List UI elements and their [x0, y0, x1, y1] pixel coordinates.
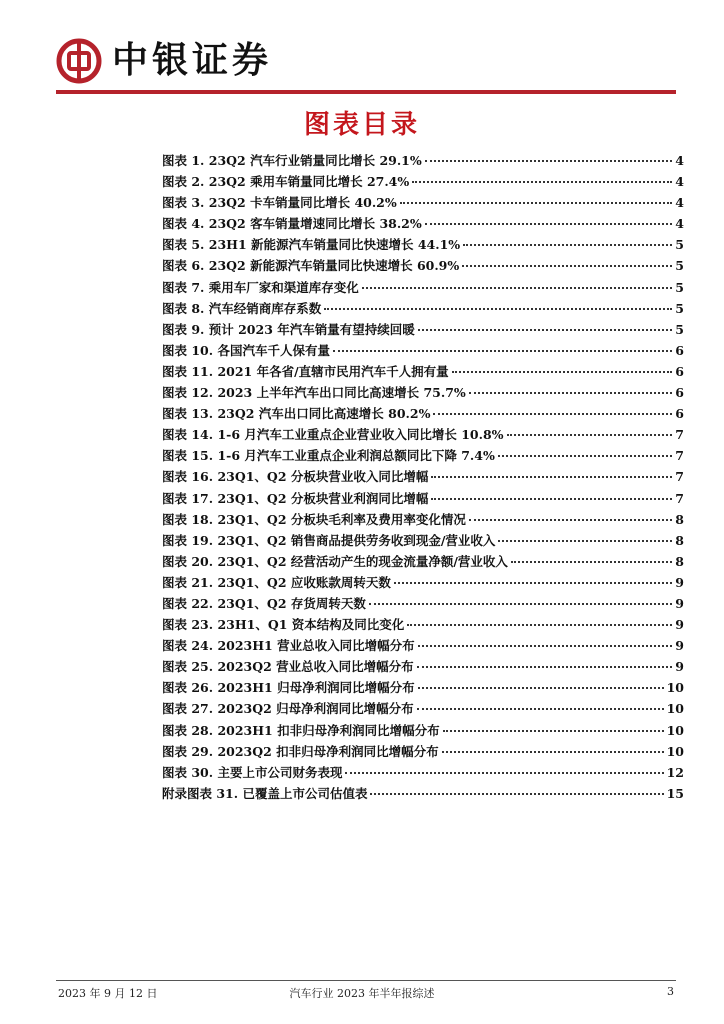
toc-entry[interactable]: [162, 446, 684, 467]
toc-entry[interactable]: [162, 256, 684, 277]
toc-leader-dots: [498, 540, 672, 542]
toc-leader-dots: [425, 223, 673, 225]
toc-leader-dots: [469, 392, 673, 394]
toc-entry-page: 9: [675, 617, 684, 633]
toc-leader-dots: [333, 350, 672, 352]
toc-entry-page: 4: [675, 153, 684, 168]
toc-entry-label: 图表 30. 主要上市公司财务表现: [162, 764, 343, 780]
toc-entry[interactable]: [162, 531, 684, 552]
toc-leader-dots: [417, 708, 664, 710]
toc-entry-page: 4: [675, 174, 684, 190]
toc-entry-page: 9: [675, 574, 684, 590]
toc-entry-label: 图表 10. 各国汽车千人保有量: [162, 342, 330, 358]
toc-entry-label: 图表 13. 23Q2 汽车出口同比高速增长 80.2%: [162, 406, 431, 422]
toc-leader-dots: [370, 793, 663, 795]
toc-entry[interactable]: [162, 552, 684, 573]
toc-leader-dots: [407, 624, 672, 626]
toc-entry-label: 图表 9. 预计 2023 年汽车销量有望持续回暖: [162, 321, 415, 337]
toc-entry-page: 5: [675, 258, 684, 274]
toc-entry[interactable]: [162, 362, 684, 383]
toc-entry[interactable]: [162, 657, 684, 678]
toc-entry[interactable]: [162, 467, 684, 488]
toc-leader-dots: [443, 730, 664, 732]
brand-name: 中银证券: [112, 40, 273, 81]
toc-entry-page: 7: [675, 427, 684, 443]
toc-leader-dots: [452, 371, 673, 373]
toc-entry-label: 图表 22. 23Q1、Q2 存货周转天数: [162, 595, 366, 611]
toc-entry-page: 7: [675, 469, 684, 485]
toc-entry-page: 7: [675, 490, 684, 506]
toc-entry[interactable]: [162, 320, 684, 341]
toc-entry-page: 5: [675, 237, 684, 253]
toc-entry-page: 4: [675, 195, 684, 211]
toc-entry[interactable]: [162, 784, 684, 805]
toc-entry-label: 图表 21. 23Q1、Q2 应收账款周转天数: [162, 574, 391, 590]
toc-leader-dots: [324, 308, 672, 310]
toc-entry-page: 10: [666, 680, 684, 696]
toc-entry[interactable]: [162, 235, 684, 256]
footer-page-number: 3: [667, 985, 674, 998]
toc-leader-dots: [418, 687, 664, 689]
toc-entry-page: 15: [666, 785, 684, 801]
bank-of-china-logo-icon: [56, 38, 102, 84]
toc-entry-label: 图表 3. 23Q2 卡车销量同比增长 40.2%: [162, 195, 397, 211]
header-rule: [56, 90, 676, 94]
toc-entry[interactable]: [162, 615, 684, 636]
toc-entry-page: 5: [675, 300, 684, 316]
toc-leader-dots: [425, 160, 673, 162]
toc-leader-dots: [412, 181, 672, 183]
toc-entry-label: 图表 2. 23Q2 乘用车销量同比增长 27.4%: [162, 174, 410, 190]
toc-entry[interactable]: [162, 425, 684, 446]
toc-leader-dots: [400, 202, 673, 204]
toc-entry-label: 图表 27. 2023Q2 归母净利润同比增幅分布: [162, 701, 414, 717]
toc-entry-label: 图表 14. 1-6 月汽车工业重点企业营业收入同比增长 10.8%: [162, 427, 504, 443]
toc-leader-dots: [369, 603, 672, 605]
toc-entry-page: 6: [675, 385, 684, 401]
toc-entry-label: 图表 19. 23Q1、Q2 销售商品提供劳务收到现金/营业收入: [162, 532, 496, 548]
footer-date: 2023 年 9 月 12 日: [58, 987, 158, 1000]
toc-entry-page: 6: [675, 342, 684, 358]
toc-entry-page: 10: [666, 743, 684, 759]
toc-entry[interactable]: [162, 594, 684, 615]
toc-leader-dots: [498, 455, 672, 457]
toc-leader-dots: [463, 244, 672, 246]
toc-entry[interactable]: [162, 742, 684, 763]
toc-entry[interactable]: [162, 193, 684, 214]
toc-entry-page: 5: [675, 279, 684, 295]
toc-leader-dots: [394, 582, 672, 584]
toc-entry-page: 8: [675, 532, 684, 548]
toc-entry[interactable]: [162, 299, 684, 320]
toc-entry-page: 5: [675, 321, 684, 337]
toc-entry-label: 图表 6. 23Q2 新能源汽车销量同比快速增长 60.9%: [162, 258, 460, 274]
toc-entry-label: 图表 20. 23Q1、Q2 经营活动产生的现金流量净额/营业收入: [162, 553, 508, 569]
toc-leader-dots: [431, 476, 672, 478]
toc-entry-label: 图表 1. 23Q2 汽车行业销量同比增长 29.1%: [162, 153, 422, 168]
toc-entry-page: 9: [675, 595, 684, 611]
toc-entry[interactable]: [162, 678, 684, 699]
toc-leader-dots: [431, 498, 672, 500]
toc-entry-label: 图表 7. 乘用车厂家和渠道库存变化: [162, 279, 359, 295]
toc-entry-page: 9: [675, 659, 684, 675]
toc-entry-label: 图表 12. 2023 上半年汽车出口同比高速增长 75.7%: [162, 385, 466, 401]
toc-entry-page: 10: [666, 722, 684, 738]
toc-entry-page: 6: [675, 363, 684, 379]
toc-entry[interactable]: [162, 214, 684, 235]
toc-leader-dots: [418, 645, 673, 647]
toc-entry-page: 8: [675, 553, 684, 569]
toc-entry[interactable]: [162, 489, 684, 510]
toc-entry[interactable]: [162, 172, 684, 193]
toc-leader-dots: [507, 434, 673, 436]
toc-entry-label: 图表 25. 2023Q2 营业总收入同比增幅分布: [162, 659, 414, 675]
toc-entry-label: 图表 17. 23Q1、Q2 分板块营业利润同比增幅: [162, 490, 429, 506]
toc-entry-page: 9: [675, 638, 684, 654]
toc-entry-label: 图表 4. 23Q2 客车销量增速同比增长 38.2%: [162, 216, 422, 232]
toc-leader-dots: [442, 751, 664, 753]
toc-leader-dots: [362, 287, 673, 289]
toc-entry-label: 图表 15. 1-6 月汽车工业重点企业利润总额同比下降 7.4%: [162, 448, 495, 464]
toc-entry-label: 图表 5. 23H1 新能源汽车销量同比快速增长 44.1%: [162, 237, 461, 253]
page-header: [56, 36, 686, 88]
toc-entry-label: 图表 29. 2023Q2 扣非归母净利润同比增幅分布: [162, 743, 439, 759]
toc-entry-page: 7: [675, 448, 684, 464]
toc-leader-dots: [511, 561, 672, 563]
toc-entry-page: 4: [675, 216, 684, 232]
toc-entry-label: 图表 24. 2023H1 营业总收入同比增幅分布: [162, 638, 415, 654]
toc-entry[interactable]: [162, 636, 684, 657]
page-title: 图表目录: [303, 110, 420, 140]
toc-leader-dots: [345, 772, 663, 774]
footer-rule: [56, 980, 676, 981]
toc-entry-label: 图表 26. 2023H1 归母净利润同比增幅分布: [162, 680, 415, 696]
toc-entry-label: 图表 11. 2021 年各省/直辖市民用汽车千人拥有量: [162, 363, 449, 379]
toc-entry-label: 图表 23. 23H1、Q1 资本结构及同比变化: [162, 617, 405, 633]
toc-entry-page: 12: [666, 764, 684, 780]
toc-entry-page: 6: [675, 406, 684, 422]
toc-leader-dots: [417, 666, 673, 668]
toc-leader-dots: [469, 519, 672, 521]
toc-entry[interactable]: [162, 404, 684, 425]
toc-entry[interactable]: [162, 699, 684, 720]
toc-entry-label: 图表 16. 23Q1、Q2 分板块营业收入同比增幅: [162, 469, 429, 485]
toc-entry-page: 8: [675, 511, 684, 527]
toc-entry[interactable]: [162, 383, 684, 404]
toc-entry-page: 10: [666, 701, 684, 717]
toc-entry-label: 图表 18. 23Q1、Q2 分板块毛利率及费用率变化情况: [162, 511, 466, 527]
toc-entry[interactable]: [162, 278, 684, 299]
toc-entry[interactable]: [162, 510, 684, 531]
toc-entry[interactable]: [162, 721, 684, 742]
toc-entry-label: 附录图表 31. 已覆盖上市公司估值表: [162, 785, 368, 801]
toc-leader-dots: [418, 329, 673, 331]
toc-entry[interactable]: [162, 763, 684, 784]
toc-entry[interactable]: [162, 573, 684, 594]
toc-entry[interactable]: [162, 151, 684, 172]
footer-doc-title: 汽车行业 2023 年半年报综述: [289, 987, 435, 1000]
toc-leader-dots: [462, 265, 672, 267]
toc-leader-dots: [433, 413, 672, 415]
toc-entry-label: 图表 8. 汽车经销商库存系数: [162, 300, 322, 316]
table-of-figures: [162, 151, 684, 805]
toc-entry-label: 图表 28. 2023H1 扣非归母净利润同比增幅分布: [162, 722, 440, 738]
toc-entry[interactable]: [162, 341, 684, 362]
